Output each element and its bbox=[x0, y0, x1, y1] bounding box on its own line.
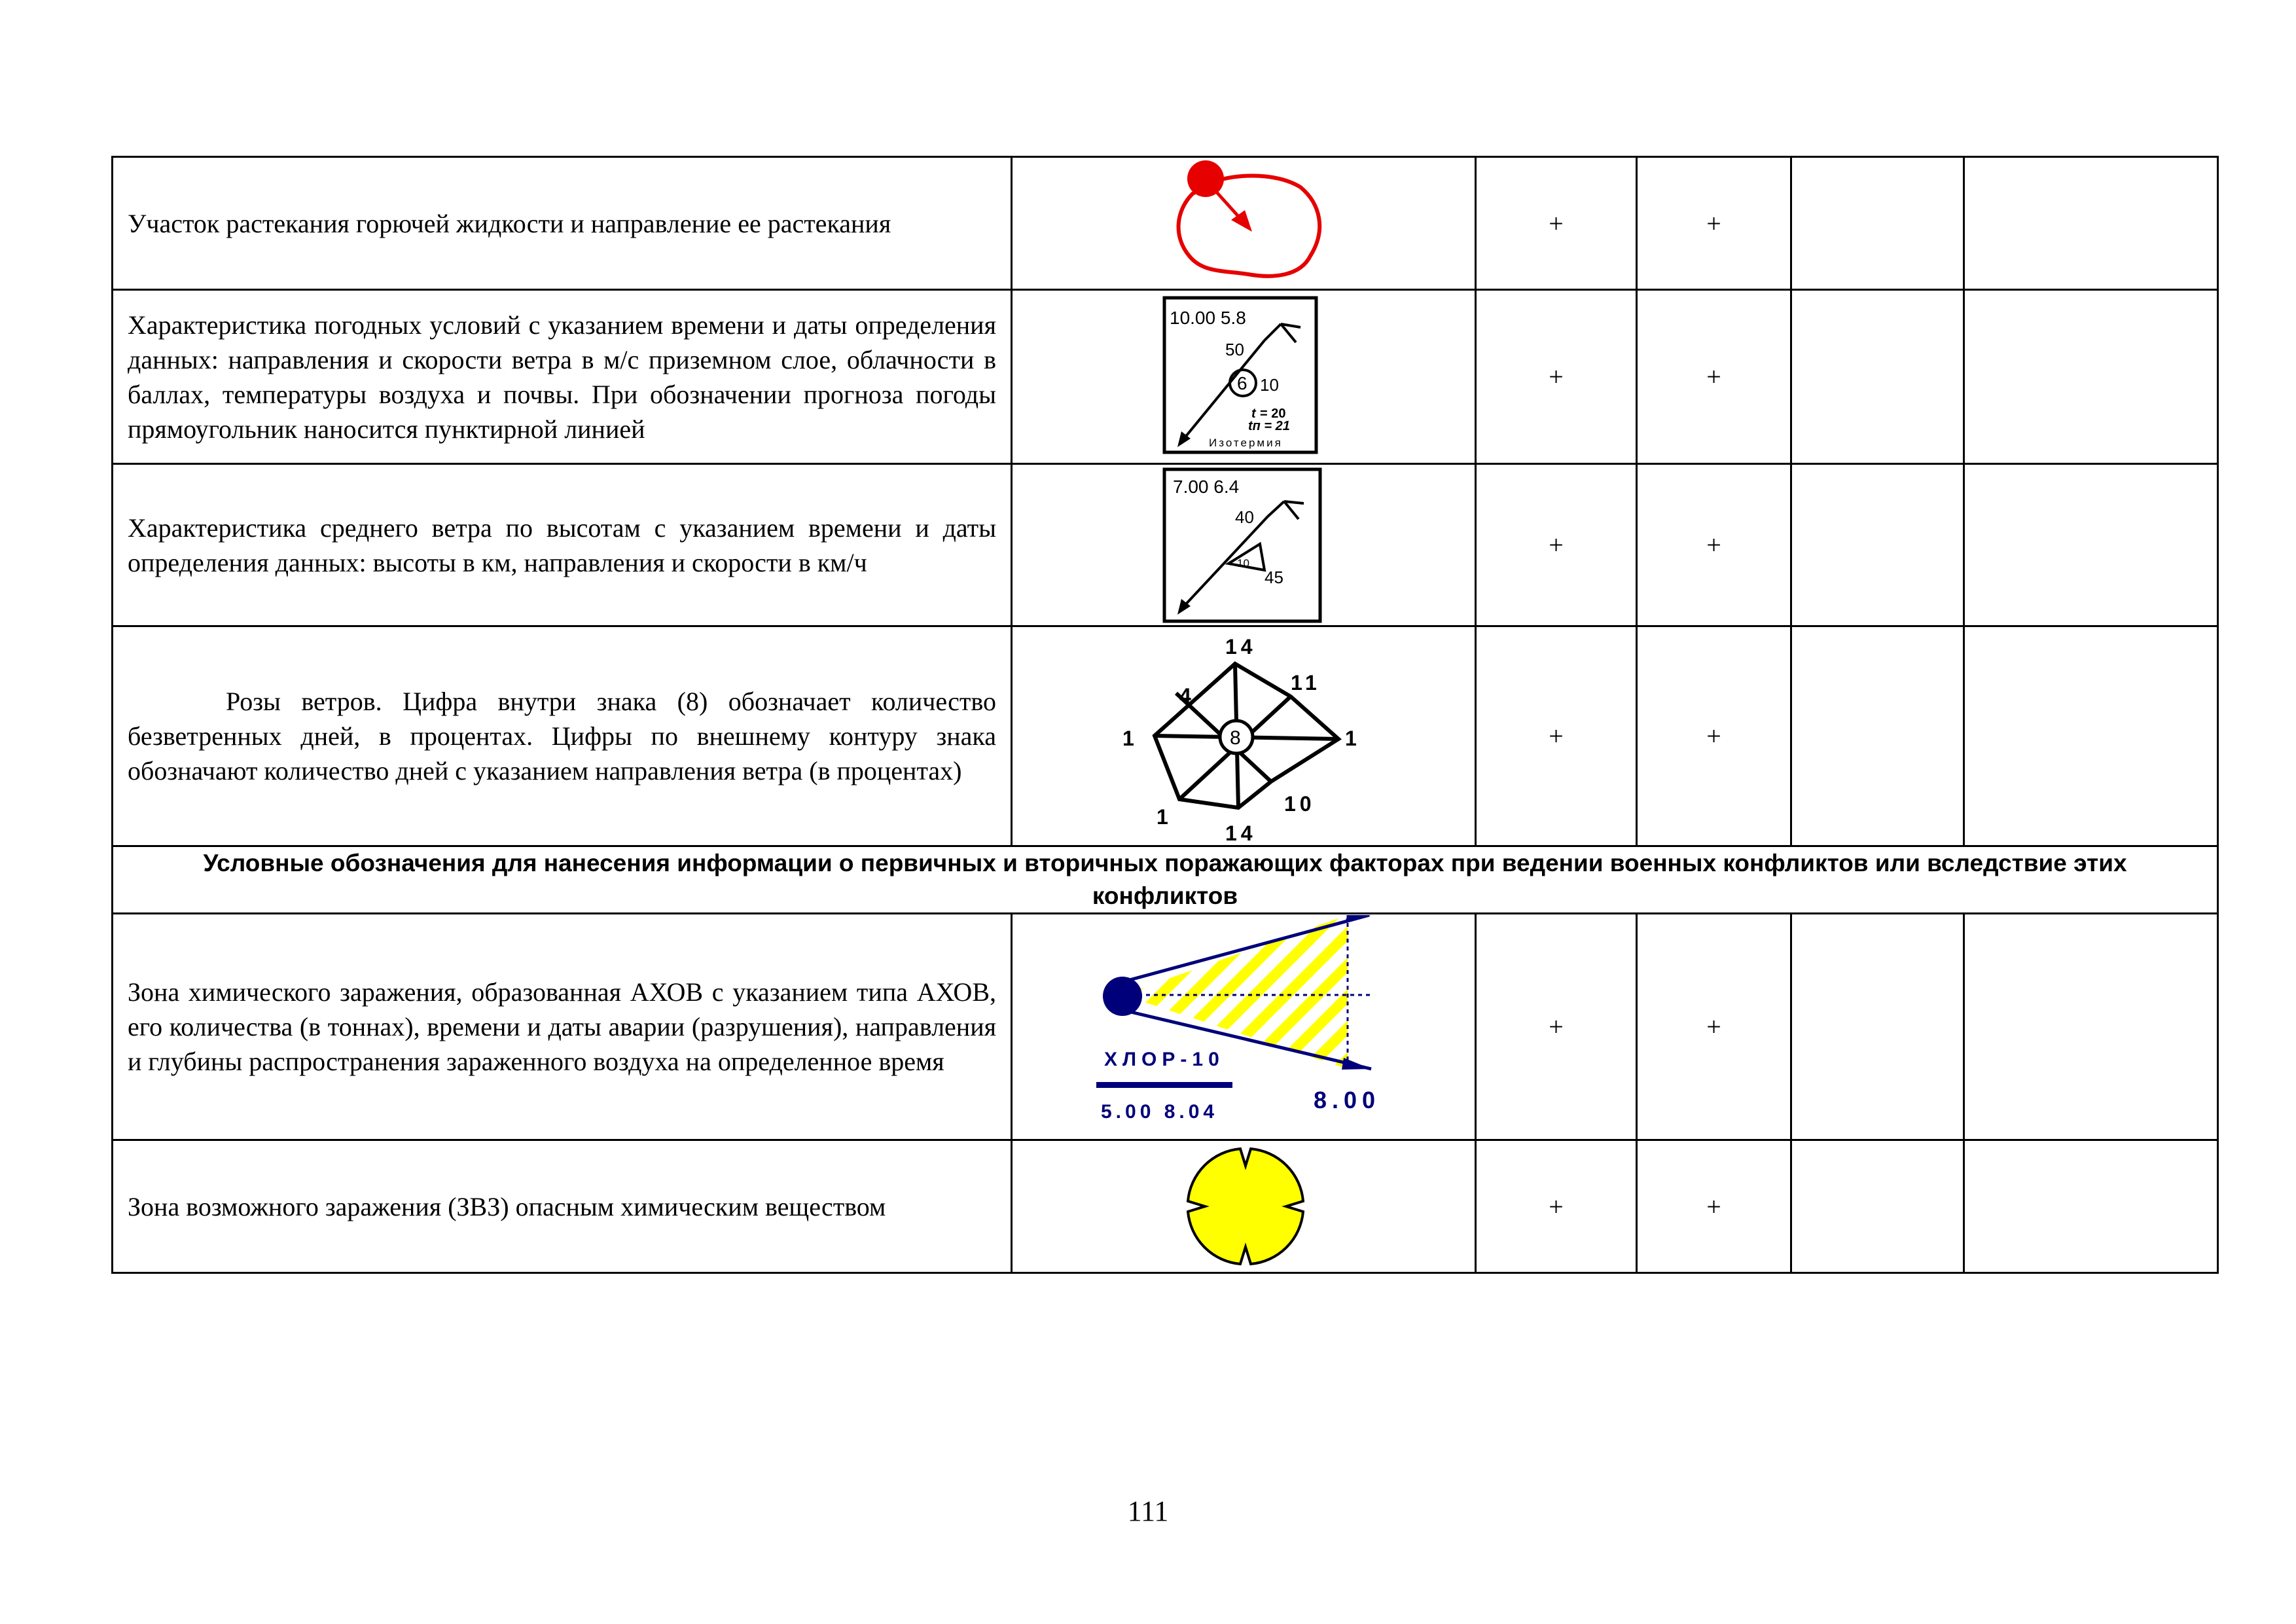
table-row bbox=[113, 464, 2218, 626]
wind-height-text: 10 bbox=[1237, 556, 1249, 569]
wind-rose-sw: 1 bbox=[1157, 804, 1168, 829]
chemical-zone-icon bbox=[1013, 915, 1475, 1139]
mark-2: + bbox=[1637, 626, 1791, 846]
row-description bbox=[113, 626, 1012, 846]
mark-1: + bbox=[1476, 626, 1637, 846]
symbols-table bbox=[111, 156, 2219, 1274]
weather-isotherm-text: Изотермия bbox=[1209, 436, 1283, 449]
wind-rose-w: 1 bbox=[1122, 726, 1134, 750]
mark-2: + bbox=[1637, 1140, 1791, 1273]
wind-header-text: 7.00 6.4 bbox=[1173, 476, 1240, 497]
mark-1: + bbox=[1476, 464, 1637, 626]
table-row bbox=[113, 157, 2218, 290]
wind-rose-e: 1 bbox=[1345, 726, 1357, 750]
row-description: Участок растекания горючей жидкости и направление ее растекания bbox=[113, 157, 1012, 290]
mark-1: + bbox=[1476, 914, 1637, 1140]
row-description: Зона химического заражения, образованная АХОВ с указанием типа АХОВ, его количества (в тоннах), времени и даты аварии (разрушения), направления и глубины распространения зараженного воздуха на определенное время bbox=[113, 914, 1012, 1140]
symbol-cell bbox=[1012, 464, 1476, 626]
wind-rose-ne: 11 bbox=[1291, 670, 1321, 695]
symbol-cell bbox=[1012, 626, 1476, 846]
wind-rose-s: 14 bbox=[1225, 821, 1257, 845]
symbol-cell bbox=[1012, 157, 1476, 290]
weather-conditions-icon bbox=[1013, 291, 1475, 463]
mark-2: + bbox=[1637, 157, 1791, 290]
row-description: Зона возможного заражения (ЗВЗ) опасным химическим веществом bbox=[113, 1140, 1012, 1273]
weather-air-temp-text: = 20 bbox=[1260, 406, 1286, 421]
wind-rose-se: 10 bbox=[1284, 791, 1316, 816]
wind-rose-nw: 4 bbox=[1179, 683, 1191, 708]
table-row bbox=[113, 290, 2218, 464]
weather-soil-temp-text: tп = 21 bbox=[1248, 418, 1290, 433]
mark-1: + bbox=[1476, 290, 1637, 464]
table-row bbox=[113, 914, 2218, 1140]
mean-wind-icon bbox=[1013, 465, 1475, 625]
row-description: Характеристика погодных условий с указанием времени и даты определения данных: направления и скорости ветра в м/с приземном слое, облачности в баллах, температуры воздуха и почвы. При обозначении прогноза погоды прямоугольник наносится пунктирной линией bbox=[113, 290, 1012, 464]
wind-rose-n: 14 bbox=[1225, 634, 1257, 659]
section-heading-row bbox=[113, 846, 2218, 914]
possible-contamination-zone-icon bbox=[1013, 1141, 1475, 1272]
chemical-time-text: 8.00 bbox=[1314, 1086, 1381, 1113]
chemical-agent-text: ХЛОР-10 bbox=[1104, 1048, 1225, 1070]
wind-rose-center: 8 bbox=[1230, 727, 1241, 749]
weather-air-t-label: t bbox=[1251, 406, 1256, 421]
wind-angle-text: 40 bbox=[1235, 507, 1254, 527]
mark-1: + bbox=[1476, 1140, 1637, 1273]
wind-rose-lead: Розы ветров. bbox=[226, 687, 382, 716]
spill-area-icon bbox=[1013, 158, 1475, 289]
weather-angle-text: 50 bbox=[1225, 339, 1244, 359]
mark-2: + bbox=[1637, 464, 1791, 626]
symbol-cell bbox=[1012, 1140, 1476, 1273]
weather-cloud-text: 6 bbox=[1237, 372, 1247, 393]
symbol-cell bbox=[1012, 914, 1476, 1140]
mark-2: + bbox=[1637, 290, 1791, 464]
page-number: 111 bbox=[1127, 1495, 1169, 1527]
wind-rose-icon bbox=[1013, 628, 1475, 845]
symbol-cell bbox=[1012, 290, 1476, 464]
chemical-accident-text: 5.00 8.04 bbox=[1101, 1100, 1219, 1123]
wind-speed-text: 45 bbox=[1265, 567, 1283, 587]
mark-2: + bbox=[1637, 914, 1791, 1140]
mark-1: + bbox=[1476, 157, 1637, 290]
table-row bbox=[113, 1140, 2218, 1273]
weather-header-text: 10.00 5.8 bbox=[1170, 307, 1246, 328]
wind-rose-description: Цифра внутри знака (8) обозначает количество безветренных дней, в процентах. Цифры по внешнему контуру знака обозначают количество дней с указанием направления ветра (в процентах) bbox=[128, 687, 997, 785]
table-row bbox=[113, 626, 2218, 846]
weather-speed-text: 10 bbox=[1260, 374, 1279, 395]
section-heading: Условные обозначения для нанесения информации о первичных и вторичных поражающих факторах при ведении военных конфликтов или вследствие этих конфликтов bbox=[113, 846, 2218, 914]
row-description: Характеристика среднего ветра по высотам с указанием времени и даты определения данных: высоты в км, направления и скорости в км/ч bbox=[113, 464, 1012, 626]
